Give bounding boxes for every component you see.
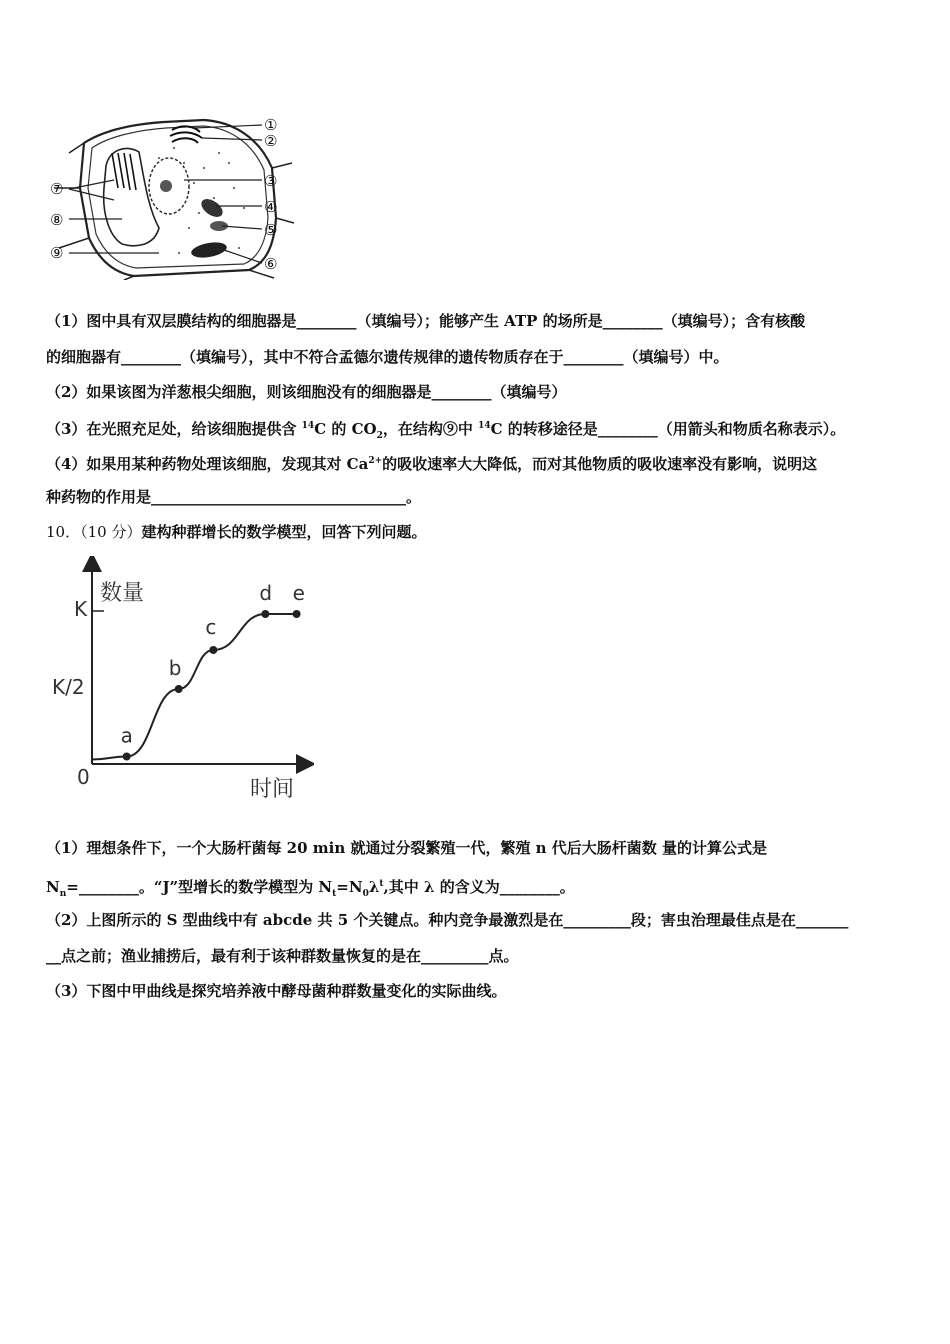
point-label-b: b [168,656,182,680]
ytick-k: K [74,597,88,621]
xlabel: 时间 [250,777,295,802]
label-2: ② [264,132,278,150]
point-e [293,610,301,618]
q9-line-1: （1）图中具有双层膜结构的细胞器是________（填编号）；能够产生 ATP 的场所是________（填编号）；含有核酸 [46,312,806,330]
q9-line-4: （3）在光照充足处，给该细胞提供含 $^{14}$C 的 $CO_2$，在结构⑨中 $^{14}$C 的转移途径是________（用箭头和物质名称表示）。 [46,420,846,441]
q9-line-6: 种药物的作用是__________________________________。 [46,488,422,506]
point-b [175,685,183,693]
q9-line-3: （2）如果该图为洋葱根尖细胞，则该细胞没有的细胞器是________（填编号） [46,383,567,401]
label-6: ⑥ [264,255,278,273]
golgi [170,126,202,143]
q10-line-4: __点之前；渔业捕捞后，最有利于该种群数量恢复的是在_________点。 [46,947,519,965]
origin: 0 [77,765,90,789]
q10-line-5: （3）下图中甲曲线是探究培养液中酵母菌种群数量变化的实际曲线。 [46,982,507,1000]
s-curve-chart [44,556,314,804]
ytick-k-half: K/2 [52,675,85,699]
point-label-c: c [205,615,217,639]
q10-heading [46,522,426,542]
q9-line-5: （4）如果用某种药物处理该细胞，发现其对 $Ca^{2+}$的吸收速率大大降低，而对其他物质的吸收速率没有影响，说明这 [46,455,818,473]
plant-cell-diagram [44,108,294,280]
label-3: ③ [264,172,278,190]
point-label-d: d [259,581,273,605]
q10-line-3: （2）上图所示的 S 型曲线中有 abcde 共 5 个关键点。种内竞争最激烈是在_________段；害虫治理最佳点是在_______ [46,911,849,929]
chloroplast-lower [190,240,228,260]
q10-number: 10．（10 分） [46,523,142,541]
label-7: ⑦ [50,180,64,198]
mitochondrion [198,195,226,220]
point-a [123,753,131,761]
q10-line-2: $N_n=\_\_\_\_\_\_\_\_$。“J”型增长的数学模型为 $N_t=N_0\lambda^t$,其中 λ 的含义为________。 [46,878,575,899]
q10-line-1: （1）理想条件下，一个大肠杆菌每 20 min 就通过分裂繁殖一代，繁殖 n 代后大肠杆菌数 量的计算公式是 [46,839,768,857]
label-9: ⑨ [50,244,64,262]
ylabel: 数量 [100,581,145,606]
point-c [209,646,217,654]
q9-line-2: 的细胞器有________（填编号），其中不符合孟德尔遗传规律的遗传物质存在于________（填编号）中。 [46,348,729,366]
point-label-a: a [120,723,133,748]
label-8: ⑧ [50,211,64,229]
label-4: ④ [264,198,278,216]
q10-title: 建构种群增长的数学模型，回答下列问题。 [141,523,427,541]
point-d [261,610,269,618]
point-label-e: e [292,581,305,605]
label-1: ① [264,116,278,134]
label-5: ⑤ [264,221,278,239]
